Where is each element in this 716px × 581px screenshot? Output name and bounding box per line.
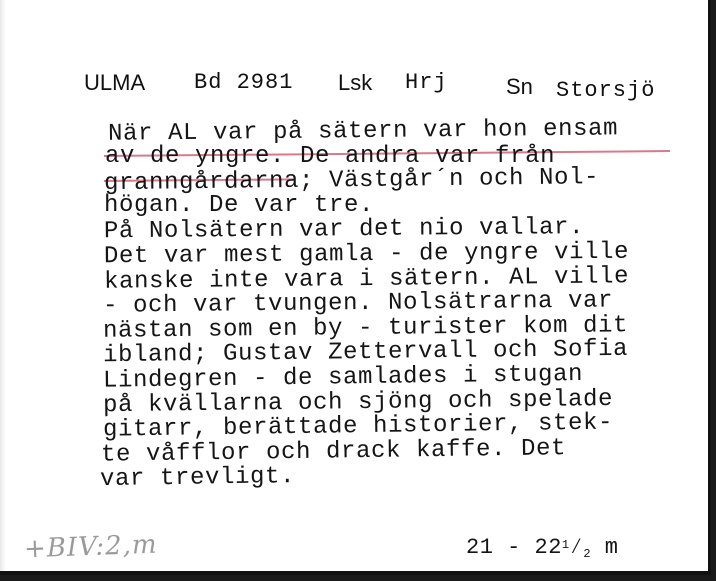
pencil-annotation: +BIV:2,m [23, 529, 159, 565]
text-line: te våfflor och drack kaffe. Det [100, 434, 567, 469]
text-line: - och var tvungen. Nolsätrarna var [102, 287, 614, 320]
parish-label: Sn [506, 74, 533, 99]
range-start: 21 - 22 [466, 535, 562, 560]
text-line: På Nolsätern var det nio vallar. [103, 214, 585, 246]
text-line: Det var mest gamla - de yngre ville [103, 238, 630, 271]
text-line: var trevligt. [99, 463, 296, 494]
page-range: $21 - 22^1⁄_2$ m [466, 535, 619, 561]
volume-number: Bd 2981 [194, 70, 294, 95]
parish-name: Storsjö [556, 78, 656, 103]
text-line: nästan som en by - turister kom dit [102, 312, 629, 345]
district-code: Hrj [405, 70, 448, 95]
range-unit: m [604, 535, 619, 560]
fraction-numerator: 1 [561, 538, 570, 552]
text-line: När AL var på sätern var hon ensam [107, 115, 619, 148]
text-line: på kvällarna och sjöng och spelade [102, 385, 614, 419]
text-line: av de yngre. De andra var från [105, 142, 556, 170]
card-text [99, 115, 630, 494]
text-line: gitarr, berättade historier, stek- [102, 409, 614, 444]
text-line: högan. De var tre. [104, 191, 375, 219]
text-line: kanske inte vara i sätern. AL ville [103, 262, 630, 296]
text-line: ibland; Gustav Zettervall och Sofia [102, 336, 629, 370]
fraction-denominator: 2 [583, 547, 592, 561]
text-line: granngårdarna; Västgår´n och Nol- [103, 164, 600, 198]
archive-code: ULMA [84, 70, 146, 95]
county-label: Lsk [338, 70, 373, 95]
text-line: Lindegren - de samlades i stugan [102, 360, 584, 395]
